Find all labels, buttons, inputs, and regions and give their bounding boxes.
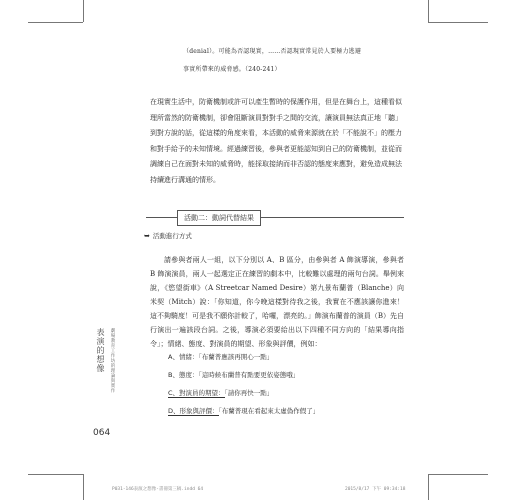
body-paragraph <box>150 95 402 188</box>
item-label: C、對演員的期望： <box>168 389 225 397</box>
item-label: A、情緒： <box>168 353 199 361</box>
paragraph-text: 在現實生活中，防衛機制或許可以產生暫時的保護作用，但是在舞台上，這種看似理所當然的防衛機制，卻會阻斷演員對對手之間的交流，讓演員無法真正地「聽」到對方說的話，從這樣的角度來看，本活動的威脅來源就在於「不能說不」的壓力和對手給予的未知情境。經過練習後，參與者更能認知到自己的防衛機制，並從而調練自己在面對未知的威脅時，能採取接納而非否認的態度來應對，避免造成無法持續進行溝通的情形。 <box>150 98 402 184</box>
item-label: D、形象與評價： <box>168 407 219 415</box>
item-text: 「布蘭普應該再開心一點」 <box>198 353 274 361</box>
item-text: 「布蘭普現在看起來太虛偽作假了」 <box>218 407 320 415</box>
print-slug-file: P031-146表演之想像-書冊第三稿.indd 64 <box>112 487 204 492</box>
crop-mark <box>428 474 488 475</box>
print-slug-date: 2015/8/17 下午 09:34:18 <box>345 487 406 492</box>
crop-mark <box>83 0 84 22</box>
arrow-icon: ➥ <box>144 232 150 240</box>
item-text: 「這時候布蘭普有點要更依姿態哦」 <box>198 371 300 379</box>
crop-mark <box>428 474 429 500</box>
list-item <box>168 384 408 402</box>
method-heading <box>144 231 192 240</box>
crop-mark <box>28 474 83 475</box>
paragraph-text: 請參與者兩人一組，以下分別以 A、B 區分，由參與者 A 飾演導演，參與者 B 飾演演員，兩人一起選定正在練習的劇本中，比較難以處理的兩句台詞。舉例來說，《慾望街車》（A Streetcar Named Desire）第九景布蘭普（Blanche）向米契（Mitch）說：「你知道，你今晚這樣對待我之後，我實在不應該讓你進來！這不夠騎度！可是我不願你計較了，哈囉，漂亮的。」飾演布蘭普的演員（B）先自行演出一遍該段台詞。之後，導演必須要給出以下四種不同方向的「結果導向指令」；情緒、態度、對演員的期望、形象與評價，例如： <box>150 256 404 348</box>
list-item <box>168 402 408 420</box>
page-number: 064 <box>93 428 111 438</box>
activity-label: 活動二：動詞代替結果 <box>177 210 261 226</box>
crop-mark <box>83 474 84 500</box>
crop-mark <box>428 0 429 22</box>
method-label: 活動進行方式 <box>152 232 192 240</box>
crop-mark <box>28 22 83 23</box>
list-item <box>168 366 408 384</box>
quote-line: （denial）。可能為否認現實，……否認現實常見於人要極力逃避 <box>183 48 362 55</box>
instruction-list <box>168 348 408 420</box>
crop-mark <box>428 22 488 23</box>
block-quote <box>183 43 403 79</box>
quote-line: 事實所帶來的威脅感。（240-241） <box>183 66 281 73</box>
item-label: B、態度： <box>168 371 199 379</box>
main-paragraph <box>150 253 404 351</box>
activity-heading <box>146 208 404 226</box>
item-text: 「請你再快一點」 <box>224 389 274 397</box>
list-item <box>168 348 408 366</box>
book-subtitle: 劇場教育工作坊的理論與實作 <box>110 328 115 393</box>
book-title: 表演的想像 <box>96 328 105 373</box>
